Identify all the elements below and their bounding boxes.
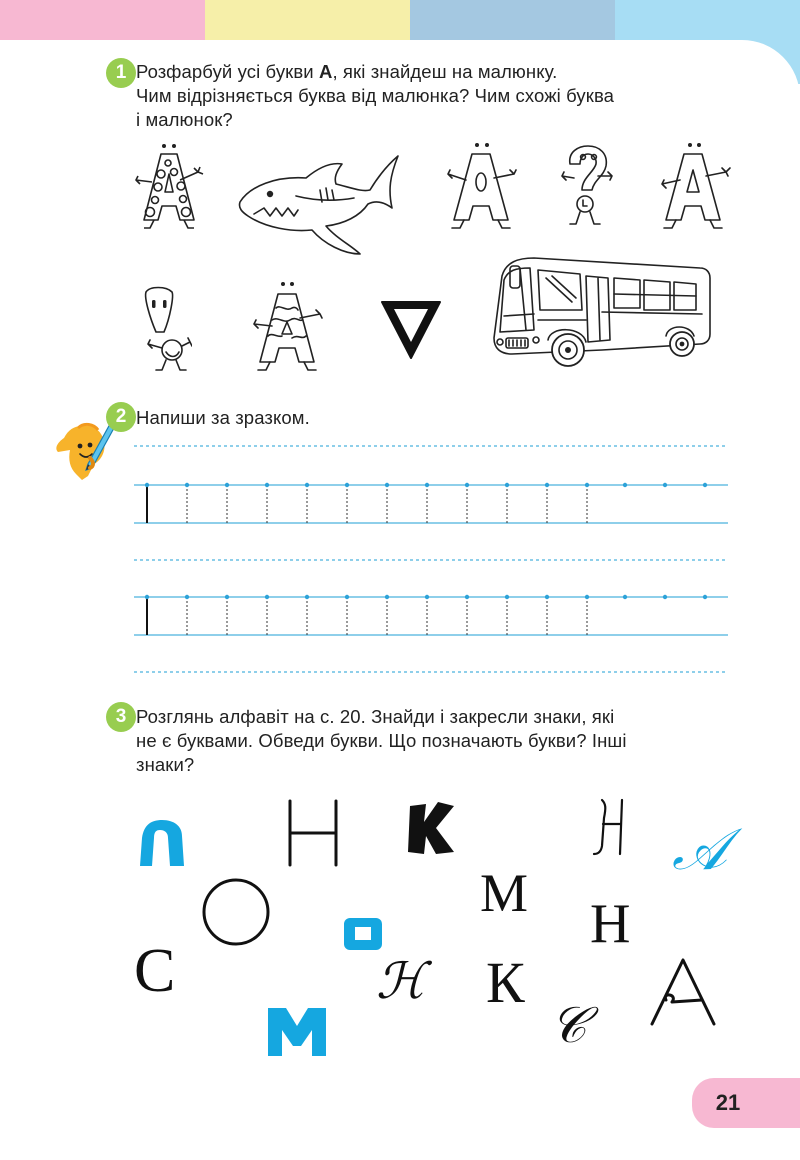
serif-h-letter: Н [590, 893, 631, 955]
task1-line1-start: Розфарбуй усі букви [136, 61, 319, 82]
letter-a-dots-icon [128, 140, 210, 232]
shark-icon [236, 150, 402, 258]
serif-c-letter: С [134, 937, 176, 1005]
serif-m-letter: М [480, 863, 529, 923]
fancy-h-sign [592, 796, 636, 858]
header-bar-yellow [205, 0, 410, 40]
bus-icon [490, 250, 716, 376]
task-number-2: 2 [106, 402, 136, 432]
yield-sign-icon [378, 296, 444, 362]
writing-lines [130, 440, 730, 680]
letter-a-character-icon [652, 140, 736, 232]
task-number-3: 3 [106, 702, 136, 732]
task1-letter-a: А [318, 61, 333, 82]
serif-k-letter: К [486, 950, 525, 1015]
script-c-letter: 𝒞 [550, 996, 587, 1054]
task1-line2: Чим відрізняється буква від малюнка? Чим схожі буква [136, 85, 615, 106]
triangle-a-sign [648, 956, 718, 1028]
bar-h-sign [282, 797, 342, 869]
task1-line1-end: , які знайдеш на малюнку. [332, 61, 558, 82]
page-number: 21 [715, 1090, 741, 1115]
question-mark-character-icon [556, 142, 618, 230]
exclamation-character-icon [130, 282, 192, 374]
task3-instructions [136, 705, 736, 777]
bold-k-sign [406, 800, 456, 856]
task-number-1: 1 [106, 58, 136, 88]
task3-line1: Розглянь алфавіт на с. 20. Знайди і закресли знаки, які [136, 706, 615, 727]
pencil-mascot-icon [50, 418, 120, 486]
blue-block-m-sign [266, 1006, 328, 1058]
letter-a-face-icon [440, 140, 524, 232]
task1-instructions [136, 60, 736, 132]
circle-sign [200, 876, 272, 948]
header-bar-pink [0, 0, 205, 40]
task1-line3: і малюнок? [136, 109, 233, 130]
letter-a-waves-icon [246, 278, 330, 374]
task2-instructions: Напиши за зразком. [136, 407, 310, 428]
header-bar-blue [410, 0, 615, 40]
blue-square-sign [342, 916, 384, 952]
script-a-letter: 𝒜 [672, 815, 727, 883]
script-h-letter: ℋ [376, 952, 426, 1010]
blue-arch-sign [136, 818, 188, 868]
task3-line2: не є буквами. Обведи букви. Що позначають букви? Інші [136, 730, 627, 751]
task3-line3: знаки? [136, 754, 195, 775]
